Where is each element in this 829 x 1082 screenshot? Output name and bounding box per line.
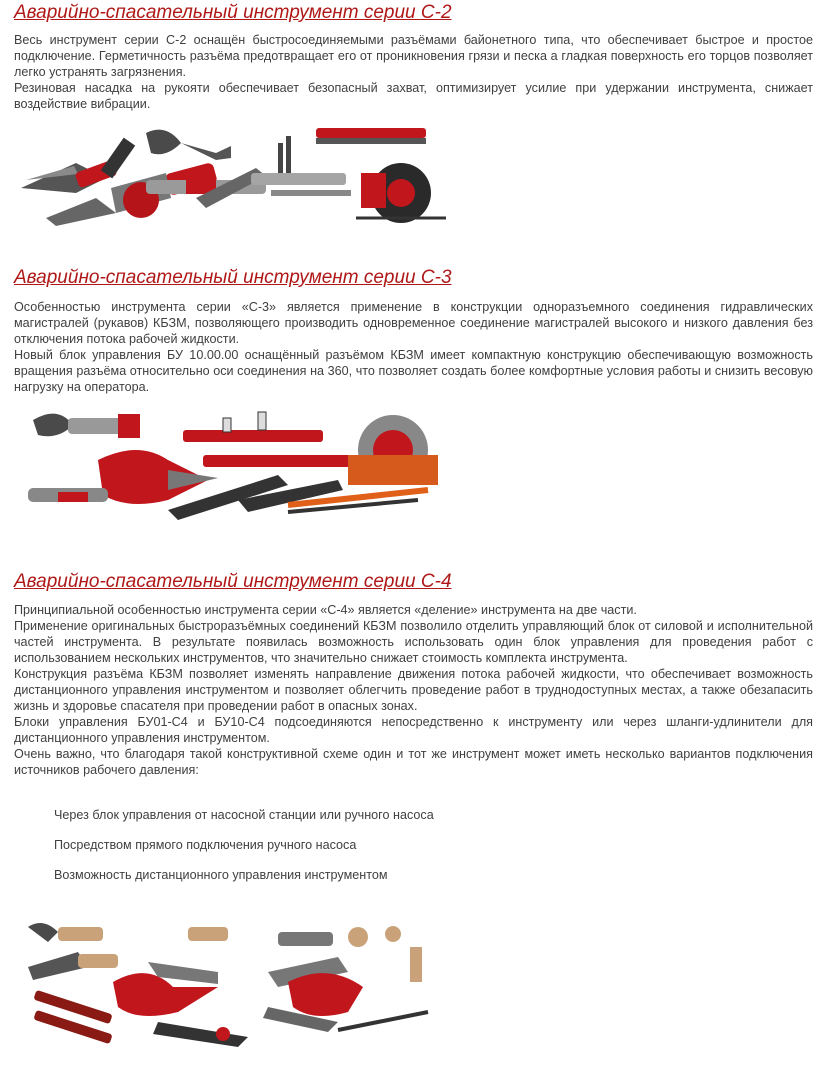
paragraph: Блоки управления БУ01-С4 и БУ10-С4 подсоединяются непосредственно к инструменту или через шланги-удлинители для дистанционного управления инструментом. bbox=[14, 715, 813, 745]
paragraph: Очень важно, что благодаря такой конструктивной схеме один и тот же инструмент может иметь несколько вариантов подключения источников рабочего давления: bbox=[14, 747, 813, 777]
paragraph: Новый блок управления БУ 10.00.00 оснащённый разъёмом КБЗМ имеет компактную конструкцию обеспечивающую возможность вращения разъёма относительно оси соединения на 360, что позволяет создать более комфортные условия работы и снизить весовую нагрузку на оператора. bbox=[14, 348, 813, 394]
spreader-right bbox=[263, 957, 428, 1032]
list-item: Посредством прямого подключения ручного насоса bbox=[54, 838, 357, 852]
tools-c3-image bbox=[18, 400, 438, 530]
section-c4 bbox=[14, 571, 813, 778]
spreader-tool bbox=[28, 450, 218, 504]
tools-c4-image bbox=[18, 912, 443, 1054]
paragraph: Весь инструмент серии С-2 оснащён быстросоединяемыми разъёмами байонетного типа, что обеспечивает быстрое и простое подключение. Герметичность разъёма предотвращает его от проникновения грязи и песка а гладкая поверхность его торцов позволяет легко устранять загрязнения. bbox=[14, 33, 813, 79]
spreader-tool bbox=[21, 138, 135, 226]
paragraph: Особенностью инструмента серии «С-3» является применение в конструкции одноразъемного соединения гидравлических магистралей (рукавов) КБЗМ, позволяющего производить одновременное соединение магистралей высокого и низкого давления без отключения потока рабочей жидкости. bbox=[14, 300, 813, 346]
paragraph: Принципиальной особенностью инструмента серии «С-4» является «деление» инструмента на две части. bbox=[14, 603, 637, 617]
paragraph: Конструкция разъёма КБЗМ позволяет изменять направление движения потока рабочей жидкости, что обеспечивает возможность дистанционного управления инструментом и позволяет облегчить проведение работ в труднодоступных местах, а также обезапасить жизнь и здоровье спасателя при проведении работ в опасных зонах. bbox=[14, 667, 813, 713]
tools-c2-image bbox=[16, 118, 446, 230]
cutter-tool bbox=[33, 414, 140, 438]
section-c3 bbox=[14, 267, 813, 395]
list-item: Возможность дистанционного управления инструментом bbox=[54, 868, 388, 882]
list-item: Через блок управления от насосной станции или ручного насоса bbox=[54, 808, 434, 822]
cutter-heads bbox=[28, 923, 118, 980]
paragraph: Резиновая насадка на рукояти обеспечивает безопасный захват, оптимизирует усилие при удержании инструмента, снижает воздействие вибрации. bbox=[14, 81, 813, 111]
connection-options-list bbox=[54, 807, 454, 883]
section-title-c3[interactable]: Аварийно-спасательный инструмент серии С-3 bbox=[14, 267, 452, 288]
paragraph: Применение оригинальных быстроразъёмных соединений КБЗМ позволило отделить управляющий блок от силовой и исполнительной частей инструмента. В результате появилась возможность использовать один блок управления для проведения работ с использованием нескольких инструментов, что значительно снижает стоимость комплекта инструмента. bbox=[14, 619, 813, 665]
section-c2 bbox=[14, 2, 813, 112]
rams bbox=[33, 990, 112, 1044]
section-title-c4[interactable]: Аварийно-спасательный инструмент серии С-4 bbox=[14, 571, 452, 592]
section-title-c2[interactable]: Аварийно-спасательный инструмент серии С-2 bbox=[14, 2, 452, 23]
